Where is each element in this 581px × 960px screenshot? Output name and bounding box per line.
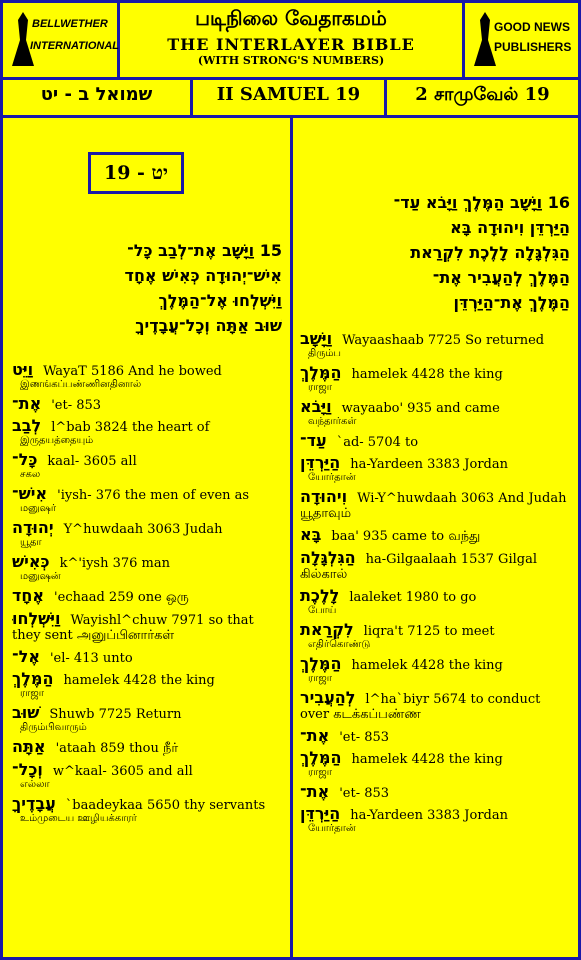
word-gloss: Wayishl^chuw 7971 so that they sent அனுப்பினார்கள் [12, 613, 254, 643]
book-tamil: 2 சாமுவேல் 19 [415, 84, 550, 105]
hebrew-word: וַיָּשָׁב [300, 329, 333, 348]
tamil-gloss: திரும்ப [308, 348, 341, 359]
word-gloss: 'ataah 859 thou நீர் [55, 741, 179, 756]
left-verse-line: שׁוּב אַתָּה וְכָל־עֲבָדֶיךָ [135, 316, 282, 335]
word-gloss: 'el- 413 unto [49, 651, 133, 666]
word-entry [300, 804, 570, 835]
goodnews-logo-icon [470, 10, 500, 68]
word-gloss: wayaabo' 935 and came [341, 401, 500, 416]
tamil-gloss: யோர்தான் [308, 823, 356, 834]
title-subtitle: (WITH STRONG'S NUMBERS) [197, 54, 385, 67]
right-verse-line: הַיַּרְדֵּן וִיהוּדָה בָּא [450, 218, 570, 237]
tamil-gloss: உம்முடைய ஊழியக்காரர் [20, 813, 137, 824]
word-entry [300, 726, 570, 745]
hebrew-word: אֶחָד [12, 586, 45, 605]
hebrew-word: וַיָּבֹא [300, 397, 332, 416]
hebrew-word: וַיִּשְׁלְחוּ [12, 609, 61, 628]
hebrew-word: יְהוּדָה [12, 518, 54, 537]
goodnews-logo [470, 10, 574, 70]
word-gloss: hamelek 4428 the king [63, 673, 215, 688]
tamil-gloss: திரும்பிவாரும் [20, 722, 87, 733]
tamil-gloss: எதிர்கொண்டு [308, 639, 371, 650]
hebrew-word: לִקְרַאת [300, 620, 354, 639]
right-verse-line: הַמֶּלֶךְ אֶת־הַיַּרְדֵּן [453, 293, 570, 312]
word-entry [12, 586, 282, 606]
word-gloss: ha-Yardeen 3383 Jordan [350, 808, 508, 823]
right-verse-text [300, 190, 570, 315]
word-gloss: 'et- 853 [339, 730, 390, 745]
tamil-gloss: எல்லா [20, 779, 50, 790]
title-english: THE INTERLAYER BIBLE [167, 35, 415, 54]
tamil-gloss: ராஜா [308, 382, 332, 393]
verse-badge: יט - 19 [88, 152, 184, 194]
word-entry [300, 487, 570, 522]
word-entry [300, 688, 570, 723]
word-entry [12, 609, 282, 644]
word-entry [12, 450, 282, 481]
word-gloss: 'iysh- 376 the men of even as [57, 488, 250, 503]
hebrew-word: בָּא [300, 525, 322, 544]
word-gloss: Y^huwdaah 3063 Judah [63, 522, 223, 537]
word-entry [300, 397, 570, 428]
tamil-gloss: இருதயத்தையும் [20, 435, 94, 446]
hebrew-word: וְכָל־ [12, 760, 43, 779]
left-verse-text [12, 238, 282, 338]
hebrew-word: אֶל־ [12, 647, 40, 666]
word-gloss: Wi-Y^huwdaah 3063 And Judah யூதாவும் [300, 491, 567, 521]
word-gloss: 'et- 853 [339, 786, 390, 801]
word-gloss: ha-Yardeen 3383 Jordan [350, 457, 508, 472]
bellwether-logo [8, 10, 120, 70]
logo-left-line1: BELLWETHER [32, 18, 108, 30]
hebrew-word: אֶת־ [300, 726, 330, 745]
word-entry [12, 484, 282, 515]
book-hebrew: שמואל ב - יט [40, 84, 153, 105]
word-entry [300, 548, 570, 583]
word-gloss: k^'iysh 376 man [59, 556, 170, 571]
word-entry [12, 394, 282, 413]
tamil-gloss: போய் [308, 605, 337, 616]
hebrew-word: כְּאִישׁ [12, 552, 50, 571]
hebrew-word: אִישׁ־ [12, 484, 48, 503]
word-gloss: Shuwb 7725 Return [49, 707, 182, 722]
book-english: II SAMUEL 19 [216, 84, 361, 105]
tamil-gloss: மனுஷன் [20, 571, 61, 582]
word-gloss: `baadeykaa 5650 thy servants [65, 798, 266, 813]
word-gloss: hamelek 4428 the king [351, 752, 503, 767]
hebrew-word: לְבַב [12, 416, 42, 435]
hebrew-word: לָלֶכֶת [300, 586, 340, 605]
hebrew-word: לְהַעֲבִיר [300, 688, 356, 707]
right-column [300, 118, 570, 960]
word-gloss: liqra't 7125 to meet [363, 624, 495, 639]
hebrew-word: אֶת־ [12, 394, 42, 413]
word-entry [12, 518, 282, 549]
word-gloss: l^bab 3824 the heart of [51, 420, 210, 435]
left-verse-line: וַיִּשְׁלְחוּ אֶל־הַמֶּלֶךְ [158, 291, 282, 310]
hebrew-word: וַיֵּט [12, 360, 34, 379]
word-entry [12, 360, 282, 391]
word-entry [12, 703, 282, 734]
logo-left-line2: INTERNATIONAL [30, 40, 120, 52]
word-entry [300, 525, 570, 545]
tamil-gloss: யூதா [20, 537, 42, 548]
word-gloss: hamelek 4428 the king [351, 658, 503, 673]
word-entry [300, 586, 570, 617]
word-entry [12, 794, 282, 825]
left-verse-line: 15 וַיָּשָׁב אֶת־לְבַב כָּל־ [127, 241, 282, 260]
word-entry [12, 416, 282, 447]
word-gloss: w^kaal- 3605 and all [52, 764, 193, 779]
word-entry [300, 329, 570, 360]
left-verse-number: 15 [259, 241, 282, 260]
hebrew-word: עֲבָדֶיךָ [12, 794, 56, 813]
hebrew-word: כָּל־ [12, 450, 38, 469]
hebrew-word: אֶת־ [300, 782, 330, 801]
tamil-gloss: இணங்கப்பண்ணினதினால் [20, 379, 142, 390]
word-entry [300, 453, 570, 484]
hebrew-word: הַגִּלְגָּלָה [300, 548, 356, 567]
left-verse-line: אִישׁ־יְהוּדָה כְּאִישׁ אֶחָד [124, 266, 282, 285]
word-gloss: WayaT 5186 And he bowed [43, 364, 222, 379]
tamil-gloss: யோர்தான் [308, 472, 356, 483]
tamil-gloss: வந்தார்கள் [308, 416, 357, 427]
hebrew-word: הַיַּרְדֵּן [300, 453, 341, 472]
logo-right-line1: GOOD NEWS [494, 20, 571, 34]
word-gloss: `ad- 5704 to [336, 435, 419, 450]
right-verse-line: הַגִּלְגָּלָה לָלֶכֶת לִקְרַאת [410, 243, 570, 262]
tamil-gloss: மனுஷர் [20, 503, 57, 514]
word-gloss: baa' 935 came to வந்து [331, 529, 481, 544]
word-gloss: laaleket 1980 to go [349, 590, 477, 605]
hebrew-word: עַד־ [300, 431, 327, 450]
word-entry [300, 363, 570, 394]
word-entry [12, 669, 282, 700]
title-tamil: படிநிலை வேதாகமம் [195, 6, 387, 30]
tamil-gloss: ராஜா [308, 673, 332, 684]
word-gloss: l^ha`biyr 5674 to conduct over கடக்கப்பண்ண [300, 692, 541, 722]
word-entry [300, 431, 570, 450]
logo-right-line2: PUBLISHERS [494, 40, 572, 54]
word-gloss: 'et- 853 [51, 398, 102, 413]
word-entry [300, 620, 570, 651]
word-entry [12, 760, 282, 791]
hebrew-word: הַמֶּלֶךְ [300, 363, 342, 382]
hebrew-word: הַיַּרְדֵּן [300, 804, 341, 823]
hebrew-word: הַמֶּלֶךְ [300, 748, 342, 767]
right-verse-line: 16 וַיָּשָׁב הַמֶּלֶךְ וַיָּבֹא עַד־ [393, 193, 570, 212]
tamil-gloss: ராஜா [308, 767, 332, 778]
word-gloss: 'echaad 259 one ஒரு [54, 590, 189, 605]
hebrew-word: וִיהוּדָה [300, 487, 348, 506]
word-gloss: Wayaashaab 7725 So returned [342, 333, 545, 348]
hebrew-word: הַמֶּלֶךְ [300, 654, 342, 673]
word-entry [12, 647, 282, 666]
word-entry [300, 748, 570, 779]
title-block [118, 2, 464, 78]
word-entry [300, 782, 570, 801]
left-column [12, 118, 282, 960]
right-verse-number: 16 [547, 193, 570, 212]
hebrew-word: הַמֶּלֶךְ [12, 669, 54, 688]
hebrew-word: אַתָּה [12, 737, 46, 756]
word-gloss: ha-Gilgaalaah 1537 Gilgal கில்கால் [300, 552, 537, 582]
word-entry [12, 737, 282, 757]
hebrew-word: שׁוּב [12, 703, 40, 722]
word-gloss: kaal- 3605 all [47, 454, 137, 469]
right-verse-line: הַמֶּלֶךְ לְהַעֲבִיר אֶת־ [432, 268, 570, 287]
left-entries [12, 360, 282, 825]
right-entries [300, 329, 570, 835]
tamil-gloss: ராஜா [20, 688, 44, 699]
word-gloss: hamelek 4428 the king [351, 367, 503, 382]
tamil-gloss: சகல [20, 469, 41, 480]
word-entry [300, 654, 570, 685]
word-entry [12, 552, 282, 583]
